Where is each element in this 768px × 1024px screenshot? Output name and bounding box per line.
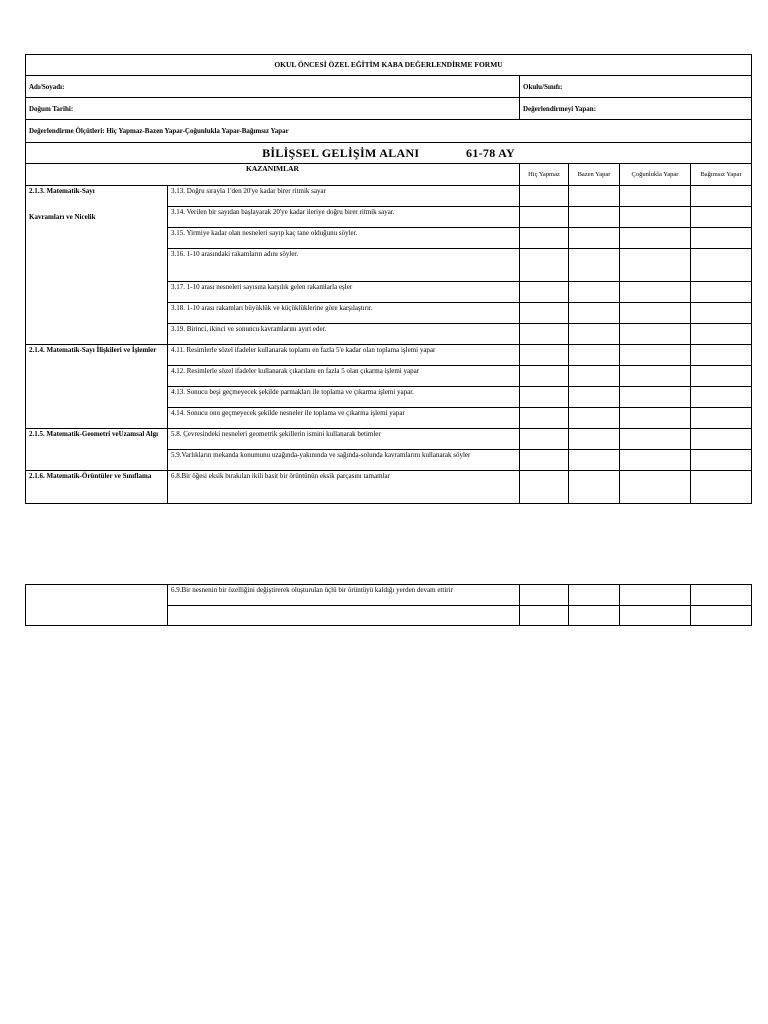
- category-label: Kavramları ve Nicelik: [29, 213, 96, 221]
- checkbox-mostly[interactable]: [620, 228, 691, 249]
- section-heading: [26, 143, 752, 164]
- kazanimlar-header: KAZANIMLAR: [26, 164, 520, 186]
- checkbox-never[interactable]: [520, 282, 569, 303]
- item-text: 5.9.Varlıkların mekanda konumunu uzağında-yakınında ve sağında-solunda kavramlarını kullanarak söyler: [168, 450, 520, 471]
- checkbox-independent[interactable]: [691, 450, 752, 471]
- item-text: 3.15. Yirmiye kadar olan nesneleri sayıp kaç tane olduğunu söyler.: [168, 228, 520, 249]
- item-text: 4.13. Sonucu beşi geçmeyecek şekilde parmakları ile toplama ve çıkarma işlemi yapar.: [168, 387, 520, 408]
- section-title: BİLİŞSEL GELİŞİM ALANI: [262, 146, 420, 160]
- checkbox-never[interactable]: [520, 387, 569, 408]
- item-text: 3.18. 1-10 arası rakamları büyüklük ve küçüklüklerine göre karşılaştırır.: [168, 303, 520, 324]
- checkbox-sometimes[interactable]: [569, 282, 620, 303]
- checkbox-never[interactable]: [520, 408, 569, 429]
- checkbox-independent[interactable]: [691, 207, 752, 228]
- checkbox-mostly[interactable]: [620, 387, 691, 408]
- item-text-empty: [168, 606, 520, 626]
- checkbox-independent[interactable]: [691, 186, 752, 207]
- checkbox-never[interactable]: [520, 186, 569, 207]
- checkbox-sometimes[interactable]: [569, 387, 620, 408]
- checkbox-mostly[interactable]: [620, 324, 691, 345]
- criteria-text: Değerlendirme Ölçütleri: Hiç Yapmaz-Bazen Yapar-Çoğunlukla Yapar-Bağımsız Yapar: [26, 120, 752, 143]
- checkbox-independent[interactable]: [691, 387, 752, 408]
- checkbox-never[interactable]: [520, 324, 569, 345]
- checkbox-mostly[interactable]: [620, 429, 691, 450]
- checkbox-never[interactable]: [520, 345, 569, 366]
- checkbox-independent[interactable]: [691, 345, 752, 366]
- checkbox-independent[interactable]: [691, 324, 752, 345]
- checkbox-mostly[interactable]: [620, 282, 691, 303]
- item-text: 3.17. 1-10 arası nesneleri sayısına karşılık gelen rakamlarla eşler: [168, 282, 520, 303]
- item-text: 3.16. 1-10 arasındaki rakamların adını söyler.: [168, 249, 520, 282]
- mostly-header: Çoğunlukla Yapar: [620, 164, 691, 186]
- birth-date-field[interactable]: Doğum Tarihi:: [26, 98, 520, 120]
- checkbox-sometimes[interactable]: [569, 585, 620, 606]
- evaluation-form-table-continued: [25, 584, 752, 626]
- item-text: 3.13. Doğru sırayla 1'den 20'ye kadar birer ritmik sayar: [168, 186, 520, 207]
- category-number-operations: 2.1.4. Matematik-Sayı İlişkileri ve İşlemler: [26, 345, 168, 429]
- checkbox-sometimes[interactable]: [569, 228, 620, 249]
- checkbox-never[interactable]: [520, 585, 569, 606]
- sometimes-header: Bazen Yapar: [569, 164, 620, 186]
- category-patterns-continued: [26, 585, 168, 626]
- checkbox-never[interactable]: [520, 471, 569, 504]
- section-age: 61-78 AY: [466, 146, 515, 160]
- checkbox-independent[interactable]: [691, 606, 752, 626]
- checkbox-never[interactable]: [520, 450, 569, 471]
- checkbox-sometimes[interactable]: [569, 606, 620, 626]
- checkbox-sometimes[interactable]: [569, 450, 620, 471]
- checkbox-sometimes[interactable]: [569, 303, 620, 324]
- checkbox-sometimes[interactable]: [569, 249, 620, 282]
- item-text: 4.12. Resimlerle sözel ifadeler kullanarak çıkarılanı en fazla 5 olan çıkarma işlemi yapar: [168, 366, 520, 387]
- checkbox-independent[interactable]: [691, 429, 752, 450]
- checkbox-sometimes[interactable]: [569, 408, 620, 429]
- checkbox-independent[interactable]: [691, 408, 752, 429]
- evaluator-field[interactable]: Değerlendirmeyi Yapan:: [520, 98, 752, 120]
- checkbox-never[interactable]: [520, 303, 569, 324]
- item-text: 4.11. Resimlerle sözel ifadeler kullanarak toplamı en fazla 5'e kadar olan toplama işlemi yapar: [168, 345, 520, 366]
- name-field[interactable]: Adı/Soyadı:: [26, 76, 520, 98]
- checkbox-sometimes[interactable]: [569, 186, 620, 207]
- checkbox-mostly[interactable]: [620, 408, 691, 429]
- checkbox-sometimes[interactable]: [569, 429, 620, 450]
- form-title: OKUL ÖNCESİ ÖZEL EĞİTİM KABA DEĞERLENDİRME FORMU: [26, 55, 752, 76]
- checkbox-sometimes[interactable]: [569, 207, 620, 228]
- item-text: 4.14. Sonucu onu geçmeyecek şekilde nesneler ile toplama ve çıkarma işlemi yapar: [168, 408, 520, 429]
- checkbox-mostly[interactable]: [620, 186, 691, 207]
- category-geometry: 2.1.5. Matematik-Geometri veUzamsal Algı: [26, 429, 168, 471]
- checkbox-independent[interactable]: [691, 249, 752, 282]
- checkbox-mostly[interactable]: [620, 606, 691, 626]
- item-text: 3.14. Verilen bir sayıdan başlayarak 20'ye kadar ileriye doğru birer ritmik sayar.: [168, 207, 520, 228]
- checkbox-independent[interactable]: [691, 303, 752, 324]
- checkbox-never[interactable]: [520, 606, 569, 626]
- checkbox-never[interactable]: [520, 429, 569, 450]
- category-number-concepts: [26, 186, 168, 345]
- school-field[interactable]: Okulu/Sınıfı:: [520, 76, 752, 98]
- checkbox-sometimes[interactable]: [569, 324, 620, 345]
- checkbox-mostly[interactable]: [620, 585, 691, 606]
- checkbox-independent[interactable]: [691, 282, 752, 303]
- item-text: 3.19. Birinci, ikinci ve sonuncu kavramlarını ayırt eder.: [168, 324, 520, 345]
- checkbox-independent[interactable]: [691, 585, 752, 606]
- checkbox-mostly[interactable]: [620, 345, 691, 366]
- checkbox-never[interactable]: [520, 207, 569, 228]
- checkbox-mostly[interactable]: [620, 450, 691, 471]
- checkbox-independent[interactable]: [691, 366, 752, 387]
- item-text: 6.8.Bir öğesi eksik bırakılan ikili basit bir örüntünün eksik parçasını tamamlar: [168, 471, 520, 504]
- item-text: 5.8. Çevresindeki nesneleri geometrik şekillerin ismini kullanarak betimler: [168, 429, 520, 450]
- never-header: Hiç Yapmaz: [520, 164, 569, 186]
- checkbox-never[interactable]: [520, 366, 569, 387]
- independent-header: Bağımsız Yapar: [691, 164, 752, 186]
- checkbox-mostly[interactable]: [620, 366, 691, 387]
- checkbox-never[interactable]: [520, 228, 569, 249]
- category-label: 2.1.3. Matematik-Sayı: [29, 187, 95, 195]
- checkbox-independent[interactable]: [691, 228, 752, 249]
- checkbox-sometimes[interactable]: [569, 366, 620, 387]
- checkbox-mostly[interactable]: [620, 249, 691, 282]
- checkbox-independent[interactable]: [691, 471, 752, 504]
- checkbox-never[interactable]: [520, 249, 569, 282]
- item-text: 6.9.Bir nesnenin bir özelliğini değiştirerek oluşturulan üçlü bir örüntüyü kaldığı yerden devam ettirir: [168, 585, 520, 606]
- evaluation-form-table: [25, 54, 752, 504]
- checkbox-sometimes[interactable]: [569, 345, 620, 366]
- checkbox-mostly[interactable]: [620, 207, 691, 228]
- checkbox-mostly[interactable]: [620, 471, 691, 504]
- checkbox-mostly[interactable]: [620, 303, 691, 324]
- checkbox-sometimes[interactable]: [569, 471, 620, 504]
- category-patterns: 2.1.6. Matematik-Örüntüler ve Sınıflama: [26, 471, 168, 504]
